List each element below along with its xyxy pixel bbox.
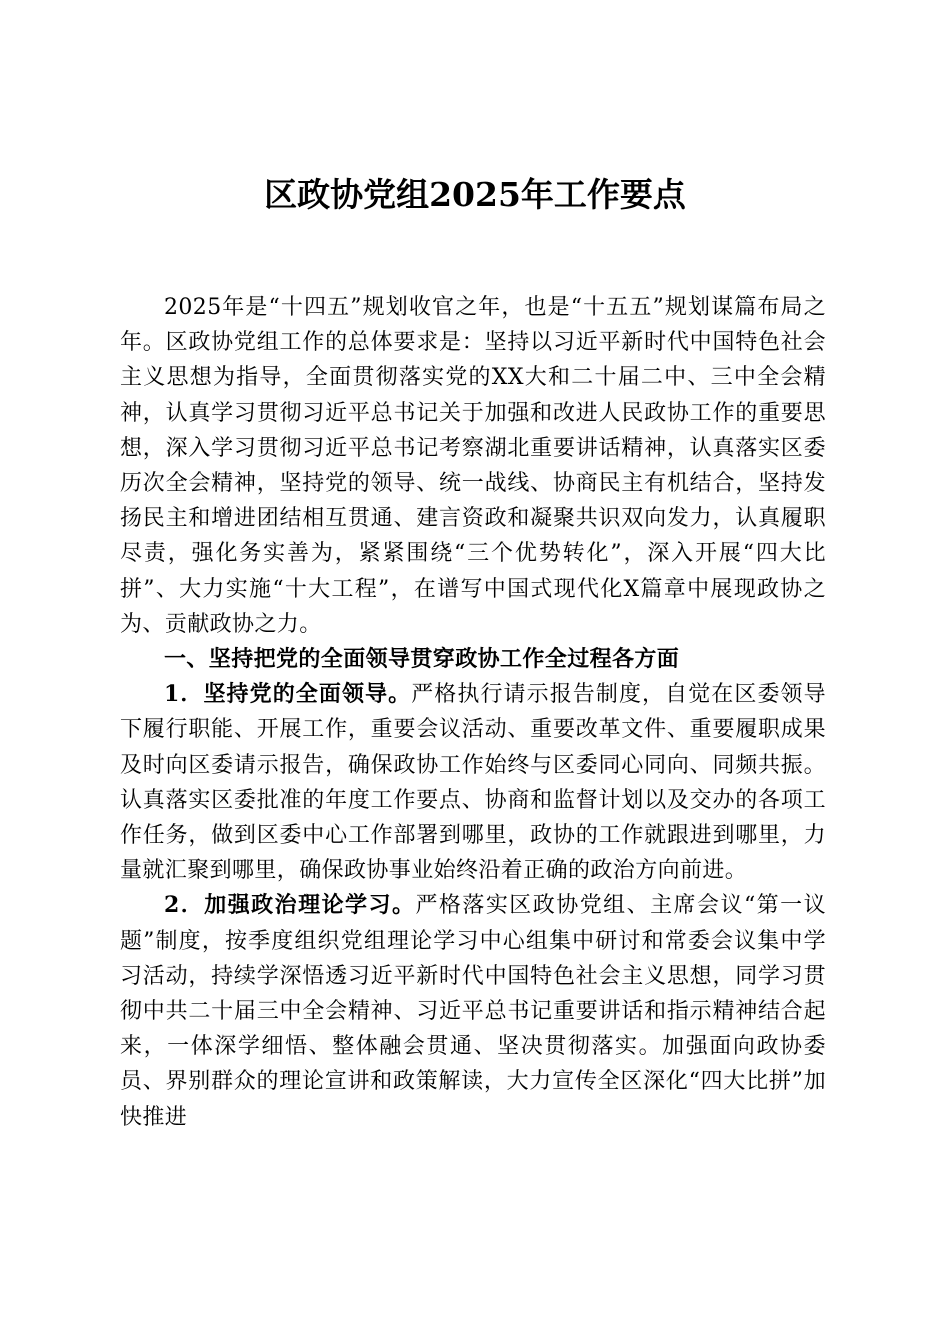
item-text: 严格落实区政协党组、主席会议“第一议题”制度，按季度组织党组理论学习中心组集中研讨和常委会议集中学习活动，持续学深悟透习近平新时代中国特色社会主义思想，同学习贯彻中共二十届三中全会精神、习近平总书记重要讲话和指示精神结合起来，一体深学细悟、整体融会贯通、坚决贯彻落实。加强面向政协委员、界别群众的理论宣讲和政策解读，大力宣传全区深化“四大比拼”加快推进: [120, 893, 826, 1130]
document-body: [120, 290, 826, 1135]
item-text: 严格执行请示报告制度，自觉在区委领导下履行职能、开展工作，重要会议活动、重要改革文件、重要履职成果及时向区委请示报告，确保政协工作始终与区委同心同向、同频共振。认真落实区委批准的年度工作要点、协商和监督计划以及交办的各项工作任务，做到区委中心工作部署到哪里，政协的工作就跟进到哪里，力量就汇聚到哪里，确保政协事业始终沿着正确的政治方向前进。: [120, 682, 827, 884]
item-lead: 1．坚持党的全面领导。: [164, 681, 412, 708]
item-paragraph: [120, 677, 826, 888]
item-lead: 2．加强政治理论学习。: [164, 892, 416, 919]
document-title: 区政协党组2025年工作要点: [264, 175, 686, 214]
intro-paragraph: 2025年是“十四五”规划收官之年，也是“十五五”规划谋篇布局之年。区政协党组工作的总体要求是：坚持以习近平新时代中国特色社会主义思想为指导，全面贯彻落实党的XX大和二十届二中、三中全会精神，认真学习贯彻习近平总书记关于加强和改进人民政协工作的重要思想，深入学习贯彻习近平总书记考察湖北重要讲话精神，认真落实区委历次全会精神，坚持党的领导、统一战线、协商民主有机结合，坚持发扬民主和增进团结相互贯通、建言资政和凝聚共识双向发力，认真履职尽责，强化务实善为，紧紧围绕“三个优势转化”，深入开展“四大比拼”、大力实施“十大工程”，在谱写中国式现代化X篇章中展现政协之为、贡献政协之力。: [120, 295, 826, 637]
section-heading: 一、坚持把党的全面领导贯穿政协工作全过程各方面: [164, 647, 680, 673]
item-paragraph: [120, 888, 826, 1134]
